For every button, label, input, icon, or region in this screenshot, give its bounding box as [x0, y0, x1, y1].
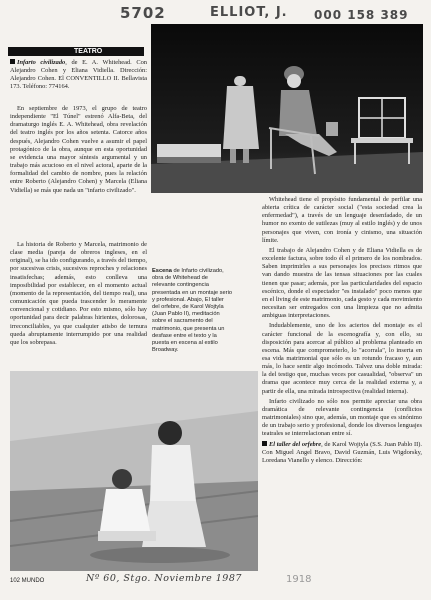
scene-photo-bottom: [10, 371, 258, 571]
paragraph: La historia de Roberto y Marcela, matrimonio de clase media (pareja de obreros ingleses, en el original), se ha ido configurando, a través del tiempo, por sucesivas crisis, sucesivos reproches y relaciones insatisfechas; además, esto conlleva una imposibilidad por establecer, en el momento actual (momento de la representación, del tiempo real), una comunicación que pueda trascender lo meramente convencional y cotidiano. Por esto mismo, sólo hay oportunidad para decir palabras hirientes, dolorosas, irreconciliables, ya que cualquier atisbo de ternura queda abruptamente interrumpido por una realidad que los sobrepasa.: [10, 241, 147, 346]
column-left-lower: [10, 241, 147, 349]
handwritten-number: 5702: [120, 4, 166, 22]
scene-photo-top-image: [151, 24, 423, 193]
bullet-square-icon: [262, 441, 267, 446]
review-info: [10, 59, 147, 94]
column-right: [262, 196, 422, 467]
page-footer: 102 MUNDO: [10, 578, 45, 584]
paragraph: Infarto civilizado no sólo nos permite apreciar una obra dramática de relevante contingencia (conflictos matrimoniales) sino que, además, un montaje que es sinónimo de un trabajo serio y profesional, donde los diversos lenguajes teatrales se interrelacionan entre sí.: [262, 397, 422, 438]
scene-photo-bottom-image: [10, 371, 258, 571]
paragraph: El trabajo de Alejandro Cohen y de Eliana Vidiella es de excelente factura, sobre todo él el primero de los nombrados. Saben imprimirles a sus personajes los precisos ritmos que van dando muestra de las tensas situaciones por las cuales tienen que pasar; además, por las particularidades del espacio escénico, donde el espectador "es instalado" poco menos que en el living de este matrimonio, cada gesto y cada movimiento necesitan ser entregados con una limpieza que no admita ambiguas interpretaciones.: [262, 246, 422, 320]
handwritten-issue-date: Nº 60, Stgo. Noviembre 1987: [86, 573, 242, 584]
paragraph: Whitehead tiene el propósito fundamental de perfilar una abierta crítica de carácter social ("esta sociedad crea la enfermedad"), a través de un lenguaje desenfadado, de un humor no exento de sutilezas (muy al estilo inglés) y de unos personajes que viven, con ironía y cinismo, una situación límite.: [262, 196, 422, 244]
second-play-credits: , de Karol Wojtyla (S.S. Juan Pablo II). Con Miguel Angel Bravo, David Guzmán, Luis Wigdorsky, Loredana Vianello y elenco. Dirección:: [262, 440, 422, 464]
handwritten-record-code: 000 158 389: [314, 8, 409, 22]
bullet-square-icon: [10, 59, 15, 64]
handwritten-page-mark: 1918: [286, 574, 312, 585]
column-left: [10, 105, 147, 197]
caption-lead: Escena: [152, 268, 172, 274]
caption-text: de Infarto civilizado, obra de Whitehead de relevante contingencia presentada en un montaje serio y profesional. Abajo, El taller del orfebre, de Karol Wojtyla (Juan Pablo II), meditación sobre el sacramento del matrimonio, que presenta un desfase entre el texto y la puesta en escena al estilo Broadway.: [152, 268, 232, 354]
play-credits: , de E. A. Whitehead. Con Alejandro Cohen y Eliana Vidiella. Dirección: Alejandro Cohen. El CONVENTILLO II. Bellavista 173. Teléfono: 774164.: [10, 59, 147, 91]
photo-caption: [152, 268, 232, 354]
section-header: TEATRO: [8, 47, 144, 56]
paragraph: Indudablemente, uno de los aciertos del montaje es el carácter funcional de la escenografía y, con ello, su disposición para acercar al público al problema planteado en escena. Más que comprometerlo, lo "acorrala", lo inserta en esa vida matrimonial que sólo es un rotundo fracaso y, aun más, lo hace sentir algo incómodo. Talvez una doble mirada: la del testigo que, muchas veces por casualidad, "observa" un drama que acontece muy cerca de la realidad externa y, a partir de ella, una mirada introspectiva (realidad interna).: [262, 322, 422, 395]
handwritten-author-name: ELLIOT, J.: [210, 5, 288, 20]
second-play-title: El taller del orfebre: [269, 440, 322, 448]
paragraph: En septiembre de 1973, el grupo de teatro independiente "El Túnel" estrenó Alfa-Beta, del dramaturgo inglés E. A. Whitehead, obra revelación del teatro inglés por los años setenta. Catorce años después, Alejandro Cohen vuelve a asumir el papel protagónico de la obra, aunque en esta oportunidad se evidencia una mayor síntesis argumental y un trabajo más acucioso en el nivel actoral, aparte de la formalidad del cambio de nombre, pues la relación entre Roberto (Alejandro Cohen) y Marcela (Eliana Vidiella) se más que nada un "infarto civilizado".: [10, 105, 147, 194]
scene-photo-top: [151, 24, 423, 193]
play-title: Infarto civilizado: [17, 59, 66, 66]
